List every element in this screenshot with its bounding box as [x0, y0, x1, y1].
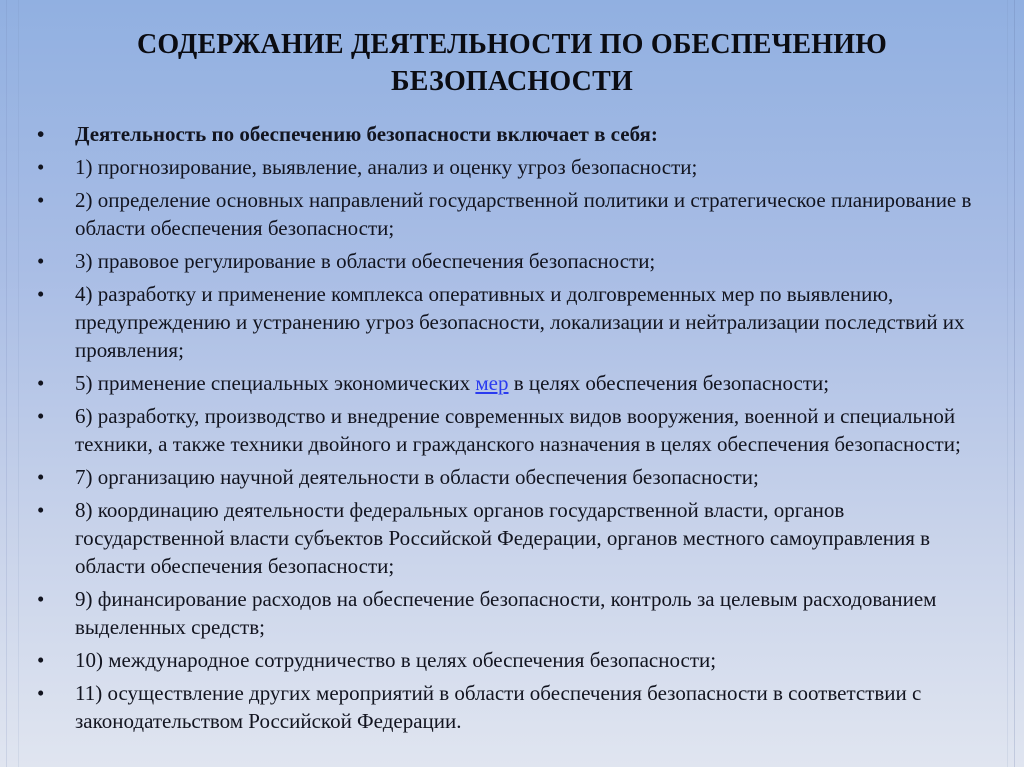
list-item-3 — [36, 247, 996, 275]
bullet-icon: • — [37, 249, 45, 273]
bullet-icon: • — [37, 155, 45, 179]
bullet-list — [36, 120, 996, 735]
bullet-icon: • — [37, 188, 45, 212]
bullet-icon: • — [37, 282, 45, 306]
list-item-5 — [36, 369, 996, 397]
list-item-text: 6) разработку, производство и внедрение современных видов вооружения, военной и специальной техники, а также техники двойного и гражданского назначения в целях обеспечения безопасности; — [75, 404, 961, 456]
list-item-header — [36, 120, 996, 148]
list-item-8 — [36, 496, 996, 580]
list-item-text: Деятельность по обеспечению безопасности включает в себя: — [75, 122, 658, 146]
list-item-text: 7) организацию научной деятельности в области обеспечения безопасности; — [75, 465, 759, 489]
list-item-2 — [36, 186, 996, 242]
bullet-icon: • — [37, 465, 45, 489]
bullet-icon: • — [37, 371, 45, 395]
list-item-6 — [36, 402, 996, 458]
title-line-1: СОДЕРЖАНИЕ ДЕЯТЕЛЬНОСТИ ПО ОБЕСПЕЧЕНИЮ — [136, 29, 887, 60]
title-line-2: БЕЗОПАСНОСТИ — [391, 66, 633, 97]
mer-hyperlink[interactable]: мер — [475, 371, 509, 395]
slide-edge-line — [1007, 0, 1008, 767]
bullet-icon: • — [37, 498, 45, 522]
list-item-text: 10) международное сотрудничество в целях обеспечения безопасности; — [75, 648, 717, 672]
bullet-icon: • — [37, 587, 45, 611]
slide-edge-line — [1014, 0, 1015, 767]
bullet-icon: • — [37, 681, 45, 705]
list-item-10 — [36, 646, 996, 674]
list-item-4 — [36, 280, 996, 364]
list-item-text: 3) правовое регулирование в области обеспечения безопасности; — [75, 249, 656, 273]
list-item-text: 4) разработку и применение комплекса оперативных и долговременных мер по выявлению, предупреждению и устранению угроз безопасности, локализации и нейтрализации последствий их проявления; — [75, 282, 965, 362]
list-item-text: 2) определение основных направлений государственной политики и стратегическое планирование в области обеспечения безопасности; — [75, 188, 972, 240]
slide-title — [0, 0, 1024, 100]
list-item-text: 11) осуществление других мероприятий в области обеспечения безопасности в соответствии с законодательством Российской Федерации. — [75, 681, 922, 733]
slide-edge-line — [6, 0, 7, 767]
list-item-7 — [36, 463, 996, 491]
list-item-11 — [36, 679, 996, 735]
bullet-icon: • — [37, 122, 45, 146]
list-item-text — [75, 371, 829, 395]
bullet-icon: • — [37, 648, 45, 672]
list-item-1 — [36, 153, 996, 181]
list-item-text-post: в целях обеспечения безопасности; — [508, 371, 830, 395]
list-item-text: 9) финансирование расходов на обеспечение безопасности, контроль за целевым расходованием выделенных средств; — [75, 587, 937, 639]
list-item-text: 8) координацию деятельности федеральных органов государственной власти, органов государственной власти субъектов Российской Федерации, органов местного самоуправления в области обеспечения безопасности; — [75, 498, 931, 578]
bullet-icon: • — [37, 404, 45, 428]
list-item-9 — [36, 585, 996, 641]
slide-edge-line — [18, 0, 19, 767]
list-item-text: 1) прогнозирование, выявление, анализ и оценку угроз безопасности; — [75, 155, 698, 179]
list-item-text-pre: 5) применение специальных экономических — [75, 371, 476, 395]
